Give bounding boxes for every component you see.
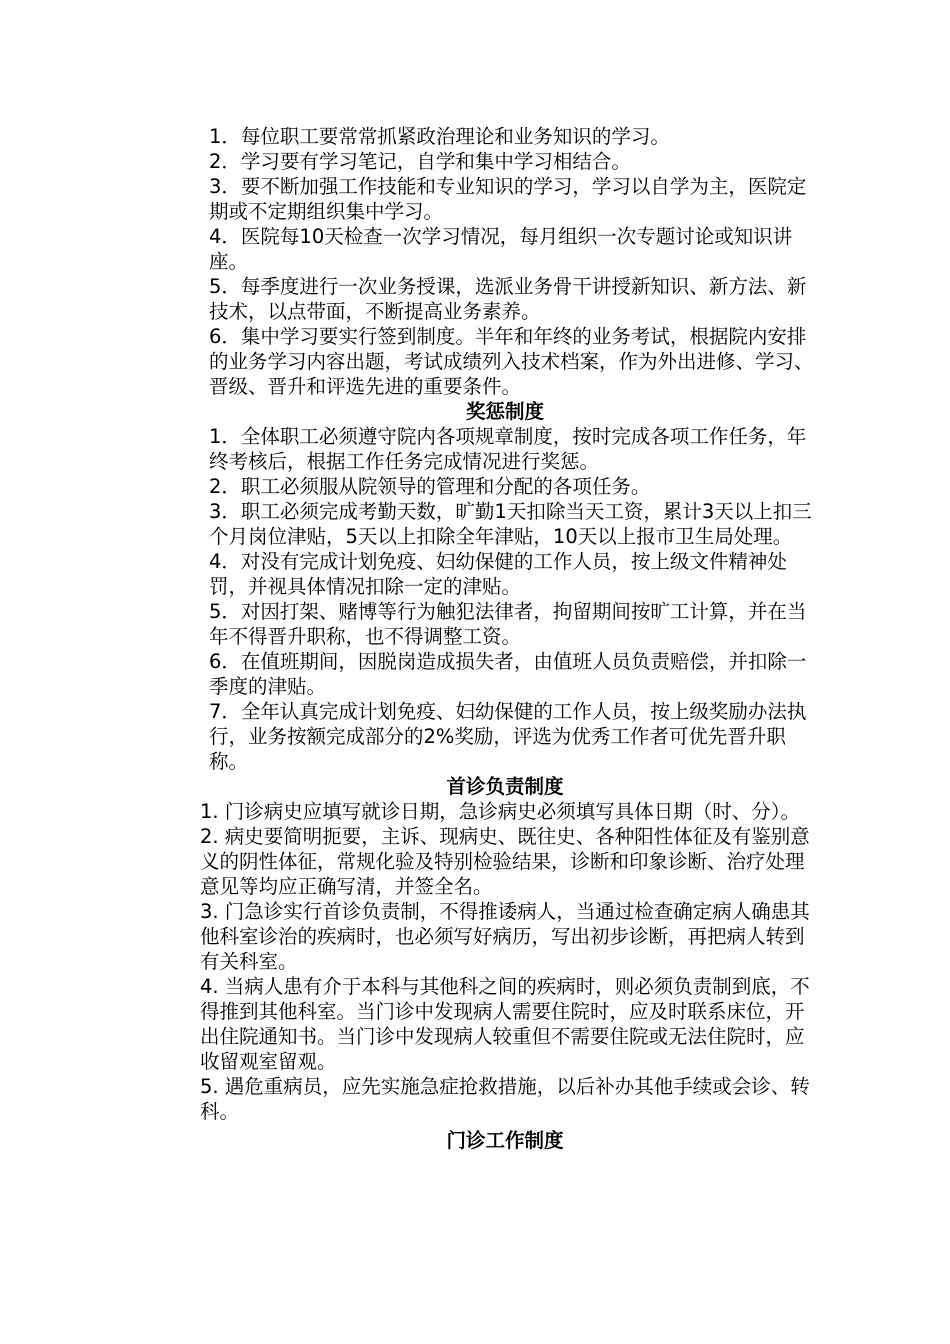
first-visit-section-title: 首诊负责制度 [446,775,564,798]
study-item-1: 1．每位职工要常常抓紧政治理论和业务知识的学习。 [209,125,670,148]
reward-item-6: 6．在值班期间，因脱岗造成损失者，由值班人员负责赔偿，并扣除一季度的津贴。 [209,650,807,698]
study-item-3: 3．要不断加强工作技能和专业知识的学习，学习以自学为主，医院定期或不定期组织集中学习。 [209,175,807,223]
study-item-4: 4．医院每10天检查一次学习情况，每月组织一次专题讨论或知识讲座。 [209,225,793,273]
study-item-2: 2．学习要有学习笔记，自学和集中学习相结合。 [209,150,631,173]
first-visit-item-1: 1. 门诊病史应填写就诊日期，急诊病史必须填写具体日期（时、分）。 [200,800,801,823]
reward-section-title: 奖惩制度 [465,400,544,423]
reward-item-4: 4．对没有完成计划免疫、妇幼保健的工作人员，按上级文件精神处罚，并视具体情况扣除一定的津贴。 [209,550,787,598]
reward-item-2: 2．职工必须服从院领导的管理和分配的各项任务。 [209,475,651,498]
study-item-6: 6．集中学习要实行签到制度。半年和年终的业务考试，根据院内安排的业务学习内容出题，考试成绩列入技术档案，作为外出进修、学习、晋级、晋升和评选先进的重要条件。 [209,325,814,398]
reward-item-1: 1．全体职工必须遵守院内各项规章制度，按时完成各项工作任务，年终考核后，根据工作任务完成情况进行奖惩。 [209,425,807,473]
reward-item-3: 3．职工必须完成考勤天数，旷勤1天扣除当天工资，累计3天以上扣三个月岗位津贴，5天以上扣除全年津贴，10天以上报市卫生局处理。 [209,500,812,548]
reward-item-5: 5．对因打架、赌博等行为触犯法律者，拘留期间按旷工计算，并在当年不得晋升职称，也不得调整工资。 [209,600,807,648]
document-page [200,124,820,1153]
reward-item-7: 7．全年认真完成计划免疫、妇幼保健的工作人员，按上级奖励办法执行，业务按额完成部分的2%奖励，评选为优秀工作者可优先晋升职称。 [209,700,807,773]
first-visit-item-5: 5. 遇危重病员，应先实施急症抢救措施，以后补办其他手续或会诊、转科。 [200,1075,810,1123]
first-visit-item-4: 4. 当病人患有介于本科与其他科之间的疾病时，则必须负责制到底，不得推到其他科室。当门诊中发现病人需要住院时，应及时联系床位，开出住院通知书。当门诊中发现病人较重但不需要住院或无法住院时，应收留观室留观。 [200,975,810,1073]
first-visit-item-2: 2. 病史要简明扼要，主诉、现病史、既往史、各种阳性体征及有鉴别意义的阴性体征，常规化验及特别检验结果，诊断和印象诊断、治疗处理意见等均应正确写清，并签全名。 [200,825,810,898]
first-visit-item-3: 3. 门急诊实行首诊负责制，不得推诿病人，当通过检查确定病人确患其他科室诊治的疾病时，也必须写好病历，写出初步诊断，再把病人转到有关科室。 [200,900,810,973]
study-item-5: 5．每季度进行一次业务授课，选派业务骨干讲授新知识、新方法、新技术，以点带面，不断提高业务素养。 [209,275,807,323]
outpatient-section-title: 门诊工作制度 [446,1129,564,1152]
